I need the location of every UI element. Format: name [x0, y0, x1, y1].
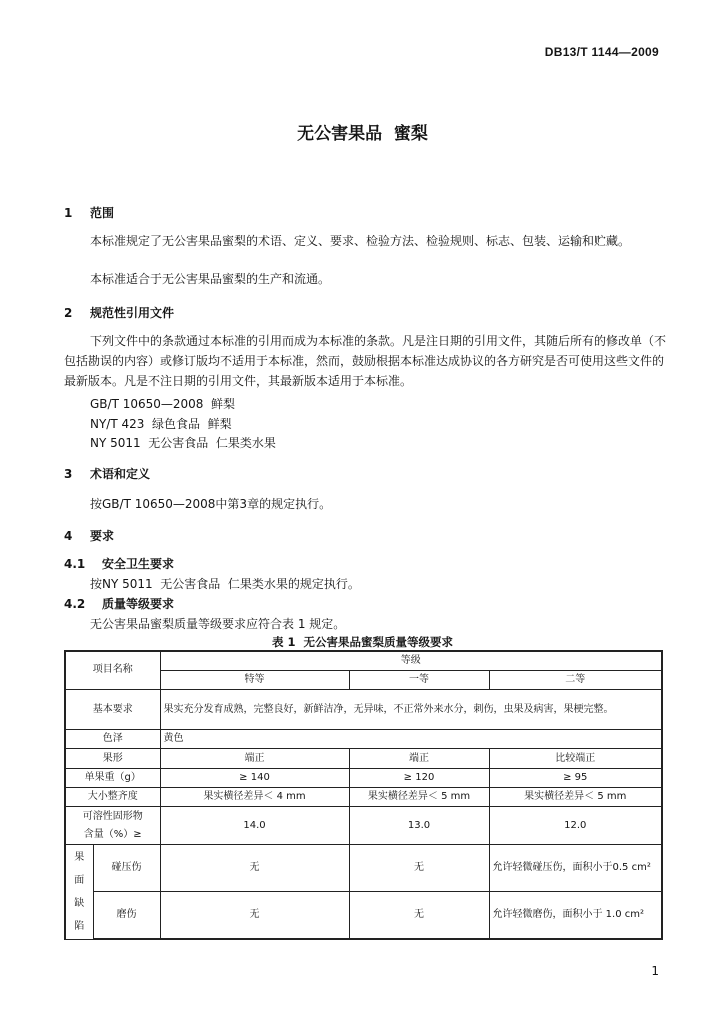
table-cell: 允许轻微磨伤，面积小于 1.0 cm² [489, 892, 662, 939]
table-cell: 12.0 [489, 807, 662, 845]
table-cell: 果实横径差异＜ 5 mm [489, 787, 662, 806]
table-cell: ≥ 120 [349, 768, 489, 787]
basic-requirements-text: 果实充分发育成熟，完整良好，新鲜洁净，无异味，不正常外来水分，刺伤，虫果及病害，果梗完整。 [160, 689, 662, 729]
quality-grade-table [64, 650, 663, 940]
normative-reference-2: NY/T 423 绿色食品 鲜梨 [90, 417, 232, 431]
table-row [65, 787, 662, 806]
section-number: 3 [64, 467, 73, 481]
section-2-heading [64, 304, 174, 321]
table-cell: 端正 [160, 749, 349, 768]
section-title: 术语和定义 [90, 467, 151, 481]
group-char: 面 [74, 874, 85, 886]
table-row [65, 749, 662, 768]
section-1-heading [64, 204, 114, 221]
row-label-color: 色泽 [65, 730, 160, 749]
group-char: 果 [74, 851, 85, 863]
page-number: 1 [651, 964, 659, 978]
table-cell: 14.0 [160, 807, 349, 845]
table-row [65, 651, 662, 670]
grade-header-first: 一等 [349, 670, 489, 689]
subsection-number: 4.1 [64, 557, 86, 571]
group-char: 缺 [74, 897, 85, 909]
section-1-paragraph-1: 本标准规定了无公害果品蜜梨的术语、定义、要求、检验方法、检验规则、标志、包装、运输和贮藏。 [90, 234, 631, 248]
section-number: 1 [64, 206, 73, 220]
table-cell: 无 [349, 845, 489, 892]
row-label-line: 含量（%）≥ [83, 828, 142, 840]
section-4-heading [64, 527, 114, 544]
table-row [65, 730, 662, 749]
subsection-4-1-heading [64, 555, 174, 572]
color-value: 黄色 [160, 730, 662, 749]
col-header-grade: 等级 [160, 651, 662, 670]
subsection-number: 4.2 [64, 597, 86, 611]
table-cell: 比较端正 [489, 749, 662, 768]
grade-header-second: 二等 [489, 670, 662, 689]
table-cell: 无 [160, 845, 349, 892]
row-label-line: 可溶性固形物 [82, 810, 143, 822]
table-cell: ≥ 95 [489, 768, 662, 787]
grade-header-premium: 特等 [160, 670, 349, 689]
table-cell: ≥ 140 [160, 768, 349, 787]
subsection-4-1-paragraph: 按NY 5011 无公害食品 仁果类水果的规定执行。 [90, 577, 360, 591]
group-char: 陷 [74, 920, 85, 932]
document-title: 无公害果品 蜜梨 [297, 124, 428, 144]
row-label-uniformity: 大小整齐度 [65, 787, 160, 806]
row-label-abrasion: 磨伤 [93, 892, 160, 939]
subsection-title: 安全卫生要求 [102, 557, 175, 571]
subsection-4-2-paragraph: 无公害果品蜜梨质量等级要求应符合表 1 规定。 [90, 617, 346, 631]
normative-reference-1: GB/T 10650—2008 鲜梨 [90, 397, 236, 411]
section-title: 要求 [90, 529, 115, 543]
table-row [65, 892, 662, 939]
section-number: 2 [64, 306, 73, 320]
row-label-shape: 果形 [65, 749, 160, 768]
table-row [65, 689, 662, 729]
table-row [65, 845, 662, 892]
section-title: 规范性引用文件 [90, 306, 175, 320]
table-cell: 允许轻微碰压伤，面积小于0.5 cm² [489, 845, 662, 892]
table-cell: 无 [349, 892, 489, 939]
row-label-weight: 单果重（g） [65, 768, 160, 787]
row-label-basic-requirements: 基本要求 [65, 689, 160, 729]
table-cell: 端正 [349, 749, 489, 768]
table-row [65, 807, 662, 845]
subsection-title: 质量等级要求 [102, 597, 175, 611]
subsection-4-2-heading [64, 595, 174, 612]
table-cell: 果实横径差异＜ 5 mm [349, 787, 489, 806]
section-3-paragraph: 按GB/T 10650—2008中第3章的规定执行。 [90, 497, 332, 511]
table-row [65, 768, 662, 787]
table-cell: 无 [160, 892, 349, 939]
section-title: 范围 [90, 206, 115, 220]
section-2-paragraph: 下列文件中的条款通过本标准的引用而成为本标准的条款。凡是注日期的引用文件，其随后所有的修改单（不包括勘误的内容）或修订版均不适用于本标准，然而，鼓励根据本标准达成协议的各方研究是否可使用这些文件的最新版本。凡是不注日期的引用文件，其最新版本适用于本标准。 [64, 334, 667, 388]
standard-code: DB13/T 1144—2009 [544, 45, 659, 59]
normative-reference-3: NY 5011 无公害食品 仁果类水果 [90, 436, 276, 450]
section-number: 4 [64, 529, 73, 543]
section-3-heading [64, 465, 150, 482]
table-cell: 果实横径差异＜ 4 mm [160, 787, 349, 806]
table-cell: 13.0 [349, 807, 489, 845]
section-1-paragraph-2: 本标准适合于无公害果品蜜梨的生产和流通。 [90, 272, 331, 286]
row-label-bruise: 碰压伤 [93, 845, 160, 892]
row-label-soluble-solids [65, 807, 160, 845]
table-caption: 表 1 无公害果品蜜梨质量等级要求 [271, 635, 453, 649]
col-header-item: 项目名称 [65, 651, 160, 689]
row-group-fruit-surface-defects [65, 845, 93, 939]
